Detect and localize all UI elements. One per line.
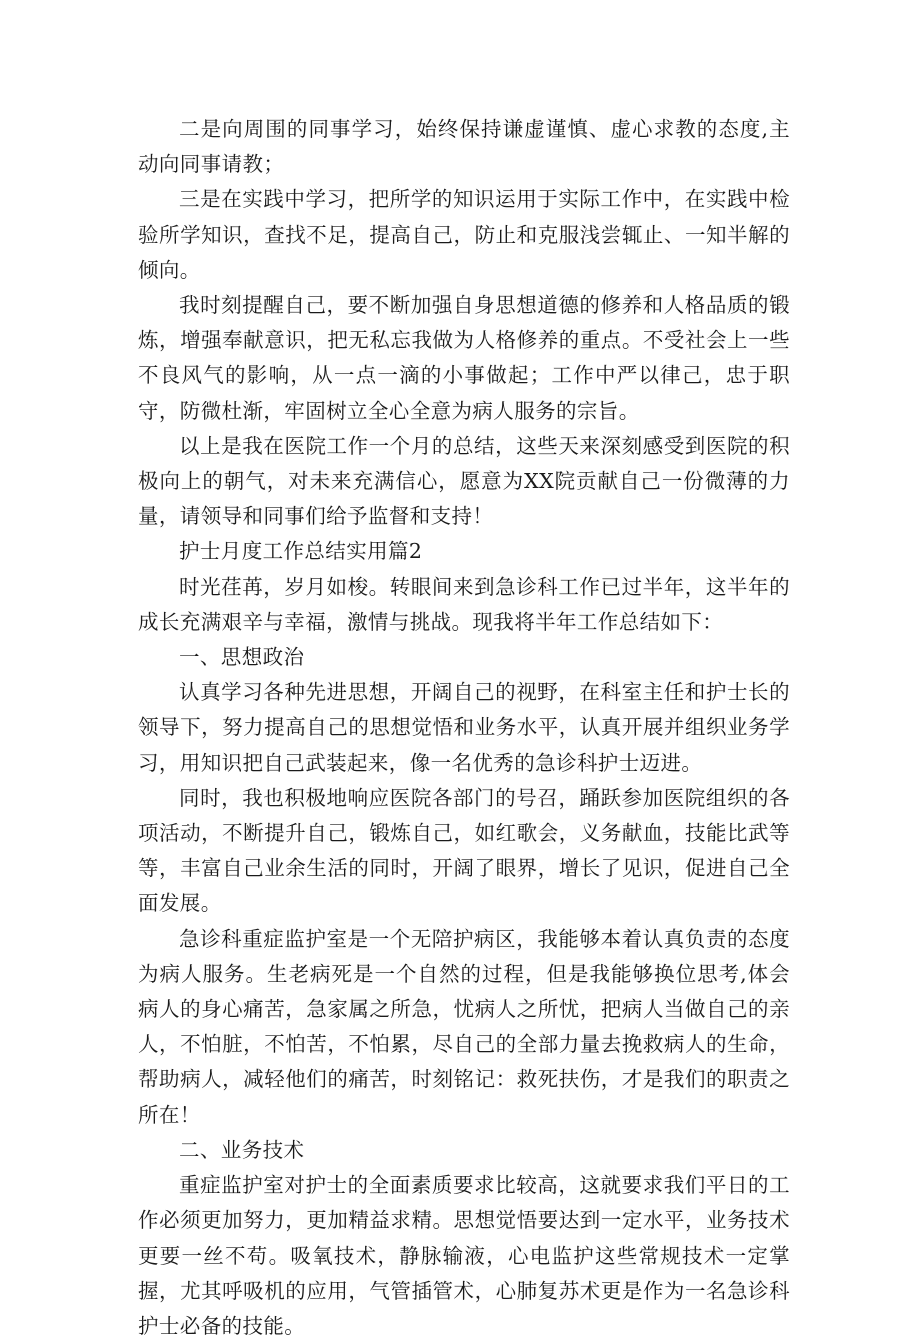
document-body <box>138 112 790 1344</box>
heading-ideology: 一、思想政治 <box>179 645 305 670</box>
paragraph-learn-colleagues: 二是向周围的同事学习，始终保持谦虚谨慎、虚心求教的态度,主动向同事请教； <box>138 117 790 177</box>
paragraph-learn-practice: 三是在实践中学习，把所学的知识运用于实际工作中，在实践中检验所学知识，查找不足，提高自己，防止和克服浅尝辄止、一知半解的倾向。 <box>138 187 790 282</box>
paragraph-month-summary: 以上是我在医院工作一个月的总结，这些天来深刻感受到医院的积极向上的朝气，对未来充满信心，愿意为XX院贡献自己一份微薄的力量，请领导和同事们给予监督和支持！ <box>138 433 790 529</box>
paragraph-icu-service: 急诊科重症监护室是一个无陪护病区，我能够本着认真负责的态度为病人服务。生老病死是一个自然的过程，但是我能够换位思考,体会病人的身心痛苦，急家属之所急，忧病人之所忧，把病人当做自己的亲人，不怕脏，不怕苦，不怕累，尽自己的全部力量去挽救病人的生命，帮助病人，减轻他们的痛苦，时刻铭记：救死扶伤，才是我们的职责之所在！ <box>138 926 790 1127</box>
paragraph-self-discipline: 我时刻提醒自己，要不断加强自身思想道德的修养和人格品质的锻炼，增强奉献意识，把无私忘我做为人格修养的重点。不受社会上一些不良风气的影响，从一点一滴的小事做起；工作中严以律己，忠于职守，防微杜渐，牢固树立全心全意为病人服务的宗旨。 <box>138 293 790 423</box>
heading-skills: 二、业务技术 <box>179 1137 305 1162</box>
paragraph-intro: 时光荏苒，岁月如梭。转眼间来到急诊科工作已过半年，这半年的成长充满艰辛与幸福，激情与挑战。现我将半年工作总结如下： <box>138 574 790 634</box>
paragraph-activities: 同时，我也积极地响应医院各部门的号召，踊跃参加医院组织的各项活动，不断提升自己，锻炼自己，如红歌会，义务献血，技能比武等等，丰富自己业余生活的同时，开阔了眼界，增长了见识，促进自己全面发展。 <box>138 785 790 916</box>
paragraph-study: 认真学习各种先进思想，开阔自己的视野，在科室主任和护士长的领导下，努力提高自己的思想觉悟和业务水平，认真开展并组织业务学习，用知识把自己武装起来，像一名优秀的急诊科护士迈进。 <box>138 680 790 775</box>
section-title: 护士月度工作总结实用篇2 <box>179 539 423 564</box>
paragraph-skills: 重症监护室对护士的全面素质要求比较高，这就要求我们平日的工作必须更加努力，更加精益求精。思想觉悟要达到一定水平，业务技术更要一丝不苟。吸氧技术，静脉输液，心电监护这些常规技术一定掌握，尤其呼吸机的应用，气管插管术，心肺复苏术更是作为一名急诊科护士必备的技能。 <box>138 1173 790 1338</box>
